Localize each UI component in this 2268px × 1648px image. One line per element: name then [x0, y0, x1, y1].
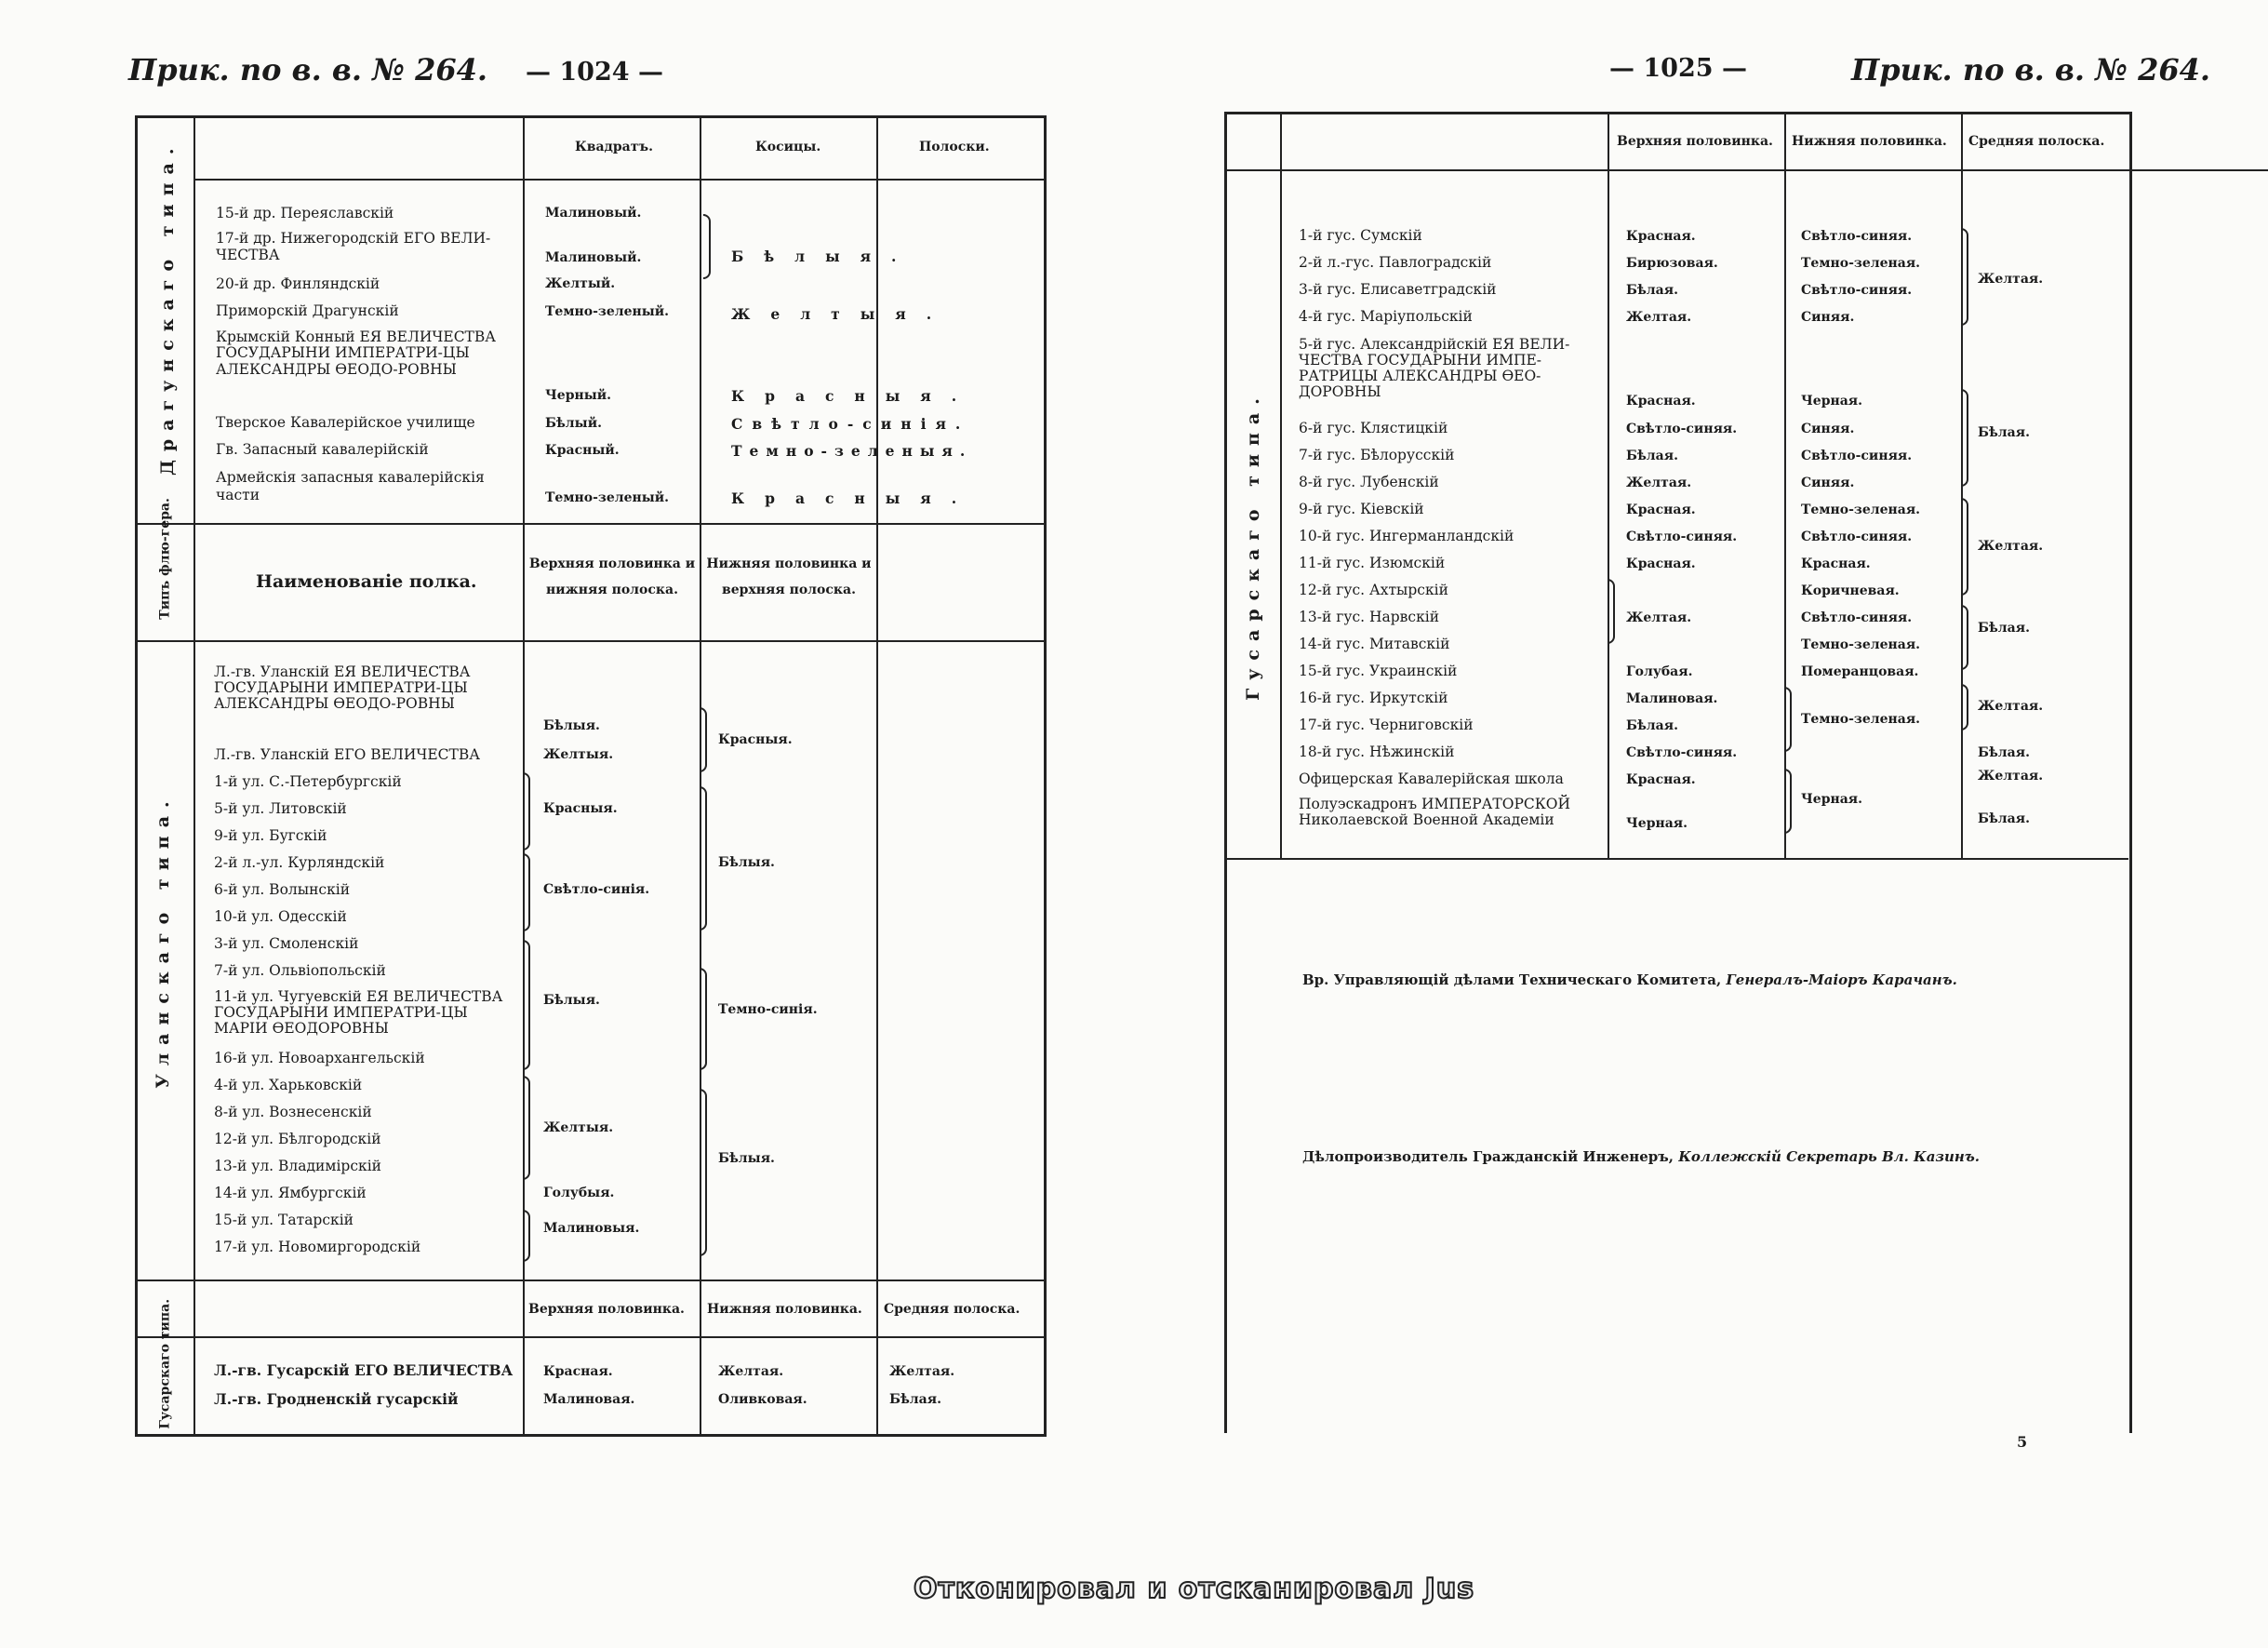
page-mark: 5: [2017, 1433, 2028, 1451]
hussar-row-lower: Черная.: [1801, 394, 1863, 409]
hussar-row-lower: Померанцовая.: [1801, 664, 1919, 679]
col-kositsy: Косицы.: [755, 140, 821, 154]
hussar-col-middle: Средняя полоска.: [884, 1302, 1021, 1317]
hussar-middle-value: Бѣлая.: [1978, 425, 2030, 440]
brace: [700, 707, 707, 772]
left-section-rule-2: [137, 640, 1045, 642]
hussar-row-upper: Малиновая.: [1626, 691, 1718, 706]
uhlan-col1-value: Желтыя.: [543, 747, 614, 762]
uhlan-col1-value: Бѣлыя.: [543, 718, 600, 733]
signature-2-prefix: Дѣлопроизводитель Гражданскій Инженеръ,: [1302, 1148, 1674, 1165]
uhlan-row: 9-й ул. Бугскій: [214, 827, 327, 844]
hussar-row-upper: Желтая.: [1626, 310, 1692, 325]
brace: [523, 1076, 530, 1180]
dragoon-row-kvadrat: Желтый.: [545, 276, 616, 291]
hussar-row-lower: Свѣтло-синяя.: [1801, 529, 1913, 544]
brace: [1608, 579, 1615, 644]
hussar-small-lower: Оливковая.: [718, 1392, 807, 1407]
hussar-middle-value: Желтая.: [1978, 539, 2044, 554]
hussar-row-name: 17-й гус. Черниговскій: [1299, 717, 1474, 733]
hussar-row-lower: Черная.: [1801, 792, 1863, 807]
hussar-row-upper: Бѣлая.: [1626, 718, 1678, 733]
uhlan-col2-value: Бѣлыя.: [718, 855, 775, 870]
hussar-row-name: 14-й гус. Митавскій: [1299, 636, 1450, 652]
spread-word: Темно-зеленыя.: [731, 442, 973, 460]
signature-2: [1302, 1150, 1980, 1164]
hussar-row-name: 9-й гус. Кіевскій: [1299, 501, 1424, 517]
spread-word: Красныя.: [731, 489, 978, 507]
hussar-middle-value: Желтая.: [1978, 699, 2044, 714]
left-header-title: Прик. по в. в. № 264.: [128, 52, 488, 87]
dragoon-row-kvadrat: Малиновый.: [545, 206, 642, 221]
hussar-row-upper: Желтая.: [1626, 610, 1692, 625]
hussar-row-upper: Красная.: [1626, 229, 1696, 244]
hussar-middle-value: Желтая.: [1978, 769, 2044, 784]
hussar-row-upper: Бѣлая.: [1626, 449, 1678, 463]
hussar-row-name: 10-й гус. Ингерманландскій: [1299, 528, 1514, 544]
left-header-rule: [193, 179, 1045, 181]
dragoon-row-name: Тверское Кавалерійское училище: [216, 414, 475, 431]
dragoon-row-name: 17-й др. Нижегородскій ЕГО ВЕЛИ-ЧЕСТВА: [216, 230, 491, 263]
right-col-upper: Верхняя половинка.: [1617, 134, 1773, 149]
hussar-row-lower: Синяя.: [1801, 422, 1855, 436]
hussar-row-lower: Темно-зеленая.: [1801, 256, 1921, 271]
uhlan-col1-value: Голубыя.: [543, 1186, 615, 1200]
hussar-row-lower: Темно-зеленая.: [1801, 637, 1921, 652]
brace: [1784, 769, 1792, 834]
col-lower-half-upper-stripe: Нижняя половинка и верхняя полоска.: [706, 556, 872, 597]
signature-1-name: Генералъ-Маіоръ Карачанъ.: [1726, 971, 1957, 988]
hussar-row-lower: Темно-зеленая.: [1801, 502, 1921, 517]
right-col-middle: Средняя полоска.: [1968, 134, 2105, 149]
hussar-row-name: 13-й гус. Нарвскій: [1299, 609, 1440, 625]
hussar-middle-value: Желтая.: [1978, 272, 2044, 287]
uhlan-col1-value: Свѣтло-синія.: [543, 882, 650, 897]
hussar-row-name: 5-й гус. Александрійскій ЕЯ ВЕЛИ-ЧЕСТВА ГОСУДАРЫНИ ИМПЕ-РАТРИЦЫ АЛЕКСАНДРЫ ӨЕО-ДОРОВНЫ: [1299, 336, 1570, 401]
brace: [703, 214, 711, 279]
uhlan-col1-value: Красныя.: [543, 801, 618, 816]
uhlan-row: 2-й л.-ул. Курляндскій: [214, 854, 385, 871]
hussar-small-lower: Желтая.: [718, 1364, 784, 1379]
hussar-row-upper: Свѣтло-синяя.: [1626, 529, 1738, 544]
hussar-row-lower: Коричневая.: [1801, 583, 1900, 598]
right-col-divider-1: [1608, 114, 1609, 858]
hussar-row-name: 12-й гус. Ахтырскій: [1299, 582, 1448, 598]
uhlan-side-label: Уланскаго типа.: [153, 793, 173, 1089]
hussar-middle-value: Бѣлая.: [1978, 811, 2030, 826]
uhlan-row: 3-й ул. Смоленскій: [214, 935, 359, 952]
hussar-side-label: Гусарскаго типа.: [1243, 390, 1263, 701]
hussar-row-upper: Красная.: [1626, 394, 1696, 409]
hussar-row-upper: Красная.: [1626, 556, 1696, 571]
dragoon-row-kvadrat: Красный.: [545, 443, 620, 458]
right-table-bottom-rule: [1226, 858, 2128, 860]
brace: [700, 968, 707, 1070]
brace: [1961, 498, 1968, 596]
left-col-divider-side: [193, 117, 195, 1435]
brace: [1961, 684, 1968, 730]
brace: [700, 786, 707, 931]
dragoon-row-kvadrat: Темно-зеленый.: [545, 304, 670, 319]
uhlan-row: Л.-гв. Уланскій ЕГО ВЕЛИЧЕСТВА: [214, 746, 480, 763]
col-poloski: Полоски.: [919, 140, 990, 154]
uhlan-col1-value: Малиновыя.: [543, 1221, 640, 1236]
hussar-row-name: Офицерская Кавалерійская школа: [1299, 770, 1564, 787]
dragoon-row-name: Армейскія запасныя кавалерійскія части: [216, 469, 485, 503]
hussar-row-upper: Свѣтло-синяя.: [1626, 422, 1738, 436]
hussar-row-lower: Красная.: [1801, 556, 1871, 571]
left-section-rule-4: [137, 1336, 1045, 1338]
brace: [1961, 605, 1968, 670]
hussar-row-upper: Свѣтло-синяя.: [1626, 745, 1738, 760]
right-col-divider-side: [1280, 114, 1282, 858]
signature-2-name: Коллежскій Секретарь Вл. Казинъ.: [1678, 1148, 1980, 1165]
right-page-number: — 1025 —: [1609, 54, 1747, 83]
uhlan-row: 8-й ул. Вознесенскій: [214, 1104, 372, 1120]
hussar-row-lower: Синяя.: [1801, 310, 1855, 325]
hussar-row-lower: Темно-зеленая.: [1801, 712, 1921, 727]
hussar-row-lower: Свѣтло-синяя.: [1801, 283, 1913, 298]
hussar-row-lower: Синяя.: [1801, 476, 1855, 490]
brace: [523, 940, 530, 1070]
uhlan-row: 13-й ул. Владимірскій: [214, 1158, 381, 1174]
hussar-small-side-label: Гусарскаго типа.: [157, 1298, 173, 1429]
spread-word: Желтыя.: [731, 305, 953, 323]
dragoon-row-name: 15-й др. Переяславскій: [216, 205, 394, 221]
hussar-row-name: 4-й гус. Маріупольскій: [1299, 308, 1473, 325]
right-col-lower: Нижняя половинка.: [1792, 134, 1947, 149]
hussar-row-upper: Красная.: [1626, 502, 1696, 517]
uhlan-row: 14-й ул. Ямбургскій: [214, 1185, 367, 1201]
hussar-row-lower: Свѣтло-синяя.: [1801, 449, 1913, 463]
hussar-row-upper: Красная.: [1626, 772, 1696, 787]
uhlan-col2-value: Темно-синія.: [718, 1002, 818, 1017]
hussar-row-upper: Голубая.: [1626, 664, 1693, 679]
brace: [1961, 389, 1968, 487]
uhlan-row: 10-й ул. Одесскій: [214, 908, 347, 925]
hussar-middle-value: Бѣлая.: [1978, 621, 2030, 636]
dragoon-side-label: Драгунскаго типа.: [157, 140, 178, 476]
hussar-row-name: 2-й л.-гус. Павлоградскій: [1299, 254, 1492, 271]
hussar-row-lower: Свѣтло-синяя.: [1801, 610, 1913, 625]
flag-type-label: Типъ флю-гера.: [157, 498, 173, 620]
hussar-row-upper: Желтая.: [1626, 476, 1692, 490]
right-header-title: Прик. по в. в. № 264.: [1851, 52, 2211, 87]
regiment-name-header: Наименованіе полка.: [256, 571, 477, 592]
left-section-rule-3: [137, 1280, 1045, 1281]
dragoon-row-kvadrat: Темно-зеленый.: [545, 490, 670, 505]
hussar-small-middle: Бѣлая.: [889, 1392, 941, 1407]
scan-credit: Отконировал и отсканировал Jus: [914, 1573, 1475, 1605]
uhlan-col2-value: Красныя.: [718, 732, 793, 747]
uhlan-col2-value: Бѣлыя.: [718, 1151, 775, 1166]
dragoon-row-kvadrat: Черный.: [545, 388, 612, 403]
uhlan-row: 6-й ул. Волынскій: [214, 881, 351, 898]
uhlan-row: 17-й ул. Новомиргородскій: [214, 1239, 421, 1255]
uhlan-row: 12-й ул. Бѣлгородскій: [214, 1131, 381, 1147]
hussar-small-upper: Малиновая.: [543, 1392, 635, 1407]
uhlan-row: 11-й ул. Чугуевскій ЕЯ ВЕЛИЧЕСТВА ГОСУДАРЫНИ ИМПЕРАТРИ-ЦЫ МАРІИ ӨЕОДОРОВНЫ: [214, 988, 503, 1038]
uhlan-row: 7-й ул. Ольвіопольскій: [214, 962, 386, 979]
hussar-small-row-name: Л.-гв. Гродненскій гусарскій: [214, 1390, 459, 1408]
col-kvadrat: Квадратъ.: [575, 140, 654, 154]
spread-word: Свѣтло-синія.: [731, 415, 970, 433]
brace: [523, 1210, 530, 1262]
uhlan-row: 16-й ул. Новоархангельскій: [214, 1050, 425, 1066]
hussar-row-name: 3-й гус. Елисаветградскій: [1299, 281, 1497, 298]
dragoon-row-name: Приморскій Драгунскій: [216, 302, 399, 319]
spread-word: Красныя.: [731, 387, 978, 405]
hussar-small-upper: Красная.: [543, 1364, 613, 1379]
brace: [700, 1089, 707, 1256]
left-section-rule-1: [137, 523, 1045, 525]
uhlan-row: 1-й ул. С.-Петербургскій: [214, 773, 402, 790]
signature-1: [1302, 973, 1957, 987]
uhlan-col1-value: Бѣлыя.: [543, 993, 600, 1008]
hussar-row-lower: Свѣтло-синяя.: [1801, 229, 1913, 244]
col-upper-half-lower-stripe: Верхняя половинка и нижняя полоска.: [528, 556, 696, 597]
hussar-row-upper: Бирюзовая.: [1626, 256, 1718, 271]
hussar-row-name: 11-й гус. Изюмскій: [1299, 555, 1446, 571]
left-page-number: — 1024 —: [526, 58, 663, 87]
hussar-row-name: 1-й гус. Сумскій: [1299, 227, 1422, 244]
uhlan-row: 15-й ул. Татарскій: [214, 1212, 354, 1228]
hussar-small-row-name: Л.-гв. Гусарскій ЕГО ВЕЛИЧЕСТВА: [214, 1361, 514, 1379]
dragoon-row-kvadrat: Бѣлый.: [545, 416, 602, 431]
hussar-row-name: 16-й гус. Иркутскій: [1299, 690, 1448, 706]
hussar-row-name: 15-й гус. Украинскій: [1299, 663, 1458, 679]
hussar-row-upper: Черная.: [1626, 816, 1688, 831]
dragoon-row-name: Гв. Запасный кавалерійскій: [216, 441, 429, 458]
uhlan-col1-value: Желтыя.: [543, 1120, 614, 1135]
signature-1-prefix: Вр. Управляющій дѣлами Техническаго Комитета,: [1302, 971, 1722, 988]
hussar-col-upper: Верхняя половинка.: [528, 1302, 685, 1317]
right-header-rule: [1226, 169, 2268, 171]
brace: [523, 772, 530, 851]
hussar-row-name: 18-й гус. Нѣжинскій: [1299, 744, 1455, 760]
hussar-row-name: 7-й гус. Бѣлорусскій: [1299, 447, 1455, 463]
uhlan-row: Л.-гв. Уланскій ЕЯ ВЕЛИЧЕСТВА ГОСУДАРЫНИ ИМПЕРАТРИ-ЦЫ АЛЕКСАНДРЫ ӨЕОДО-РОВНЫ: [214, 663, 471, 713]
hussar-middle-value: Бѣлая.: [1978, 745, 2030, 760]
dragoon-row-kvadrat: Малиновый.: [545, 250, 642, 265]
spread-word: Бѣлыя.: [731, 248, 917, 265]
brace: [1784, 687, 1792, 752]
hussar-row-name: Полуэскадронъ ИМПЕРАТОРСКОЙ Николаевской Военной Академіи: [1299, 796, 1570, 829]
hussar-col-lower: Нижняя половинка.: [707, 1302, 862, 1317]
hussar-small-middle: Желтая.: [889, 1364, 955, 1379]
hussar-row-upper: Бѣлая.: [1626, 283, 1678, 298]
hussar-row-name: 6-й гус. Клястицкій: [1299, 420, 1448, 436]
brace: [1961, 228, 1968, 326]
hussar-row-name: 8-й гус. Лубенскій: [1299, 474, 1439, 490]
uhlan-row: 4-й ул. Харьковскій: [214, 1077, 363, 1093]
dragoon-row-name: Крымскій Конный ЕЯ ВЕЛИЧЕСТВА ГОСУДАРЫНИ ИМПЕРАТРИ-ЦЫ АЛЕКСАНДРЫ ӨЕОДО-РОВНЫ: [216, 328, 497, 378]
dragoon-row-name: 20-й др. Финляндскій: [216, 275, 380, 292]
uhlan-row: 5-й ул. Литовскій: [214, 800, 347, 817]
brace: [523, 853, 530, 931]
